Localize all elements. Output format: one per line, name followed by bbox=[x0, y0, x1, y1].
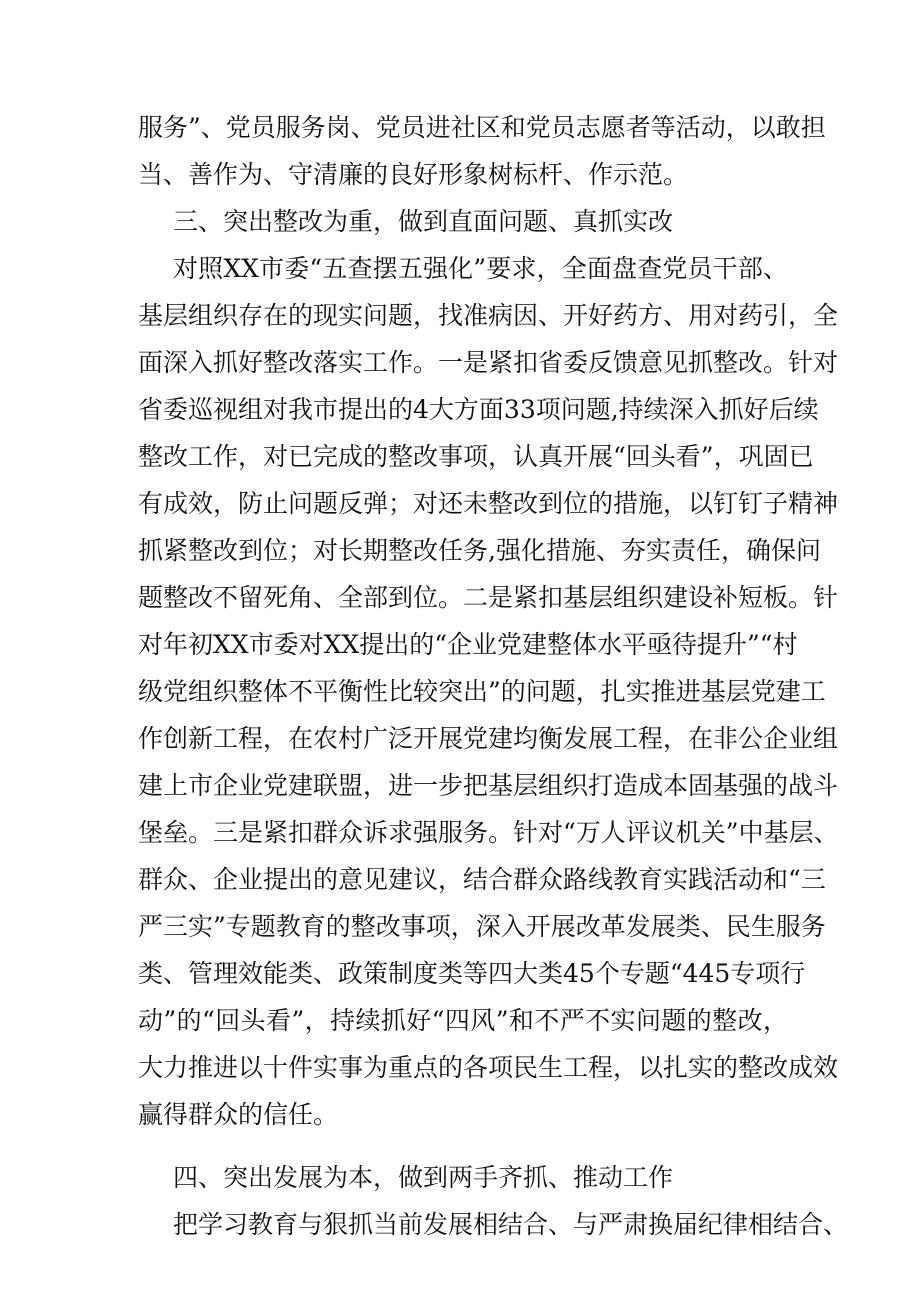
text-line: 大力推进以十件实事为重点的各项民生工程，以扎实的整改成效 bbox=[138, 1053, 839, 1082]
text-line: 动”的“回头看”，持续抓好“四风”和不严不实问题的整改， bbox=[138, 1006, 788, 1035]
text-line: 面深入抓好整改落实工作。一是紧扣省委反馈意见抓整改。针对 bbox=[138, 348, 839, 377]
paragraph-gap bbox=[138, 1138, 788, 1154]
text-line: 服务”、党员服务岗、党员进社区和党员志愿者等活动，以敢担 bbox=[138, 113, 826, 142]
text-line: 群众、企业提出的意见建议，结合群众路线教育实践活动和“三 bbox=[138, 865, 826, 894]
text-line: 基层组织存在的现实问题，找准病因、开好药方、用对药引，全 bbox=[138, 301, 839, 330]
text-line: 作创新工程，在农村广泛开展党建均衡发展工程，在非公企业组 bbox=[138, 724, 839, 753]
text-line: 类、管理效能类、政策制度类等四大类45个专题“445专项行 bbox=[138, 959, 806, 988]
text-line: 级党组织整体不平衡性比较突出”的问题，扎实推进基层党建工 bbox=[138, 677, 826, 706]
text-line: 严三实”专题教育的整改事项，深入开展改革发展类、民生服务 bbox=[138, 912, 826, 941]
text-line: 题整改不留死角、全部到位。二是紧扣基层组织建设补短板。针 bbox=[138, 583, 839, 612]
document-body bbox=[138, 104, 849, 1248]
text-line: 整改工作，对已完成的整改事项，认真开展“回头看”，巩固已 bbox=[138, 442, 814, 471]
section-heading: 四、突出发展为本，做到两手齐抓、推动工作 bbox=[173, 1163, 674, 1192]
text-line: 有成效，防止问题反弹；对还未整改到位的措施，以钉钉子精神 bbox=[138, 489, 839, 518]
text-line: 当、善作为、守清廉的良好形象树标杆、作示范。 bbox=[138, 160, 689, 189]
text-line: 建上市企业党建联盟，进一步把基层组织打造成本固基强的战斗 bbox=[138, 771, 839, 800]
text-line: 堡垒。三是紧扣群众诉求强服务。针对“万人评议机关”中基层、 bbox=[138, 818, 839, 847]
text-line: 对照XX市委“五查摆五强化”要求，全面盘查党员干部、 bbox=[173, 254, 788, 283]
text-line: 把学习教育与狠抓当前发展相结合、与严肃换届纪律相结合、 bbox=[173, 1210, 849, 1239]
text-line: 抓紧整改到位；对长期整改任务,强化措施、夯实责任，确保问 bbox=[138, 536, 821, 565]
section-heading: 三、突出整改为重，做到直面问题、真抓实改 bbox=[173, 207, 674, 236]
text-line: 对年初XX市委对XX提出的“企业党建整体水平亟待提升”“村 bbox=[138, 630, 798, 659]
text-line: 赢得群众的信任。 bbox=[138, 1100, 339, 1129]
text-line: 省委巡视组对我市提出的4大方面33项问题,持续深入抓好后续 bbox=[138, 395, 819, 424]
